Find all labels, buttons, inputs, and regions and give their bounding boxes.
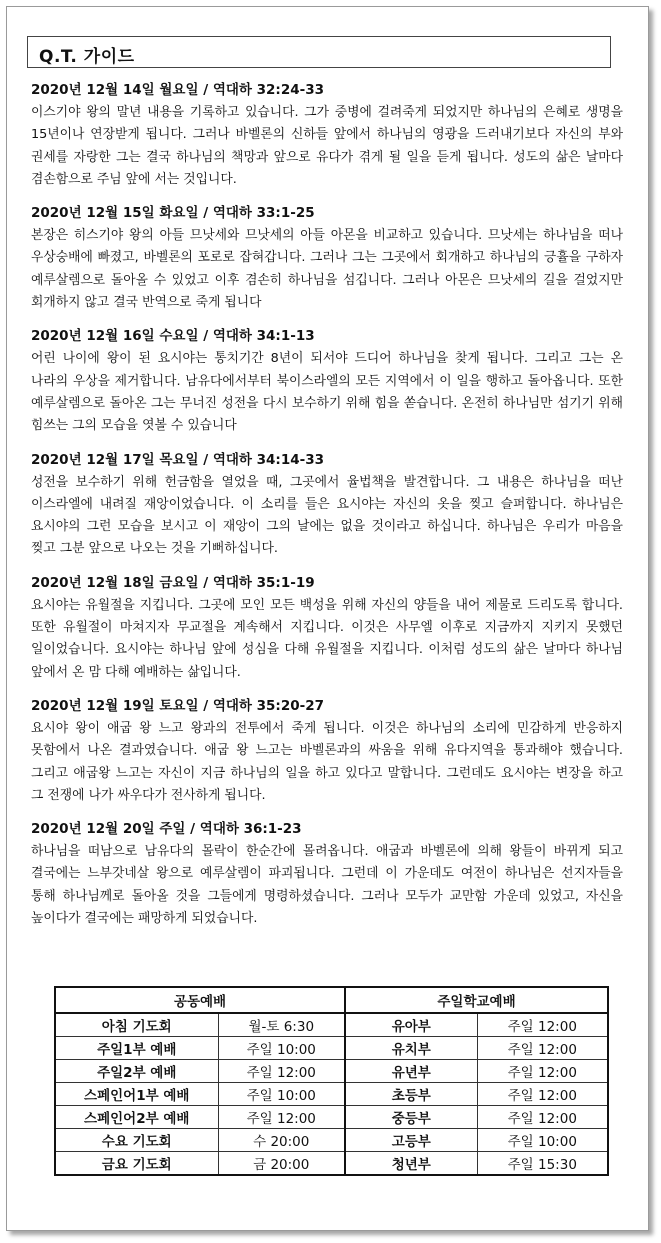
qt-entry-list xyxy=(31,79,623,941)
bulletin-page xyxy=(6,6,649,1231)
table-row xyxy=(55,1152,608,1176)
entry-body: 하나님을 떠남으로 남유다의 몰락이 한순간에 몰려옵니다. 애굽과 바벨론에 의해 왕들이 바뀌게 되고 결국에는 느부갓네살 왕으로 예루살렘이 파괴됩니다. 그런데 이 가운데도 여전이 하나님은 선지자들을 통해 하나님께로 돌아올 것을 그들에게 명령하셨습니다. 그러나 모두가 교만함 가운데 있었고, 자신을 높이다가 결국에는 패망하게 되었습니다. xyxy=(31,844,623,927)
qt-entry xyxy=(31,325,623,437)
service-time: 월-토 6:30 xyxy=(218,1013,345,1037)
service-name: 금요 기도회 xyxy=(55,1152,218,1176)
department-name: 고등부 xyxy=(345,1129,477,1152)
department-time: 주일 12:00 xyxy=(477,1083,608,1106)
service-name: 수요 기도회 xyxy=(55,1129,218,1152)
schedule-header-row xyxy=(55,987,608,1013)
service-time: 주일 12:00 xyxy=(218,1060,345,1083)
table-row xyxy=(55,1106,608,1129)
entry-body: 본장은 히스기야 왕의 아들 므낫세와 므낫세의 아들 아몬을 비교하고 있습니다. 므낫세는 하나님을 떠나 우상숭배에 빠졌고, 바벨론의 포로로 잡혀갑니다. 그러나 그는 그곳에서 회개하고 하나님의 긍휼을 구하자 예루살렘으로 돌아올 수 있었고 이후 겸손히 하나님을 섬깁니다. 그러나 아몬은 므낫세의 길을 걸었지만 회개하지 않고 결국 반역으로 죽게 됩니다 xyxy=(31,228,623,311)
qt-entry xyxy=(31,202,623,314)
department-name: 중등부 xyxy=(345,1106,477,1129)
sunday-school-header: 주일학교예배 xyxy=(345,987,608,1013)
department-time: 주일 12:00 xyxy=(477,1106,608,1129)
department-time: 주일 15:30 xyxy=(477,1152,608,1176)
section-title-box xyxy=(27,36,611,68)
service-time: 금 20:00 xyxy=(218,1152,345,1176)
department-time: 주일 12:00 xyxy=(477,1013,608,1037)
service-time: 주일 10:00 xyxy=(218,1037,345,1060)
table-row xyxy=(55,1013,608,1037)
department-time: 주일 12:00 xyxy=(477,1037,608,1060)
service-time: 주일 10:00 xyxy=(218,1083,345,1106)
entry-heading: 2020년 12월 16일 수요일 / 역대하 34:1-13 xyxy=(31,328,315,345)
entry-heading: 2020년 12월 19일 토요일 / 역대하 35:20-27 xyxy=(31,697,325,714)
service-name: 스페인어1부 예배 xyxy=(55,1083,218,1106)
department-name: 유년부 xyxy=(345,1060,477,1083)
service-name: 스페인어2부 예배 xyxy=(55,1106,218,1129)
service-name: 주일1부 예배 xyxy=(55,1037,218,1060)
common-worship-header: 공동예배 xyxy=(55,987,345,1013)
department-name: 초등부 xyxy=(345,1083,477,1106)
table-row xyxy=(55,1060,608,1083)
entry-body: 요시야 왕이 애굽 왕 느고 왕과의 전투에서 죽게 됩니다. 이것은 하나님의 소리에 민감하게 반응하지 못함에서 나온 결과였습니다. 애굽 왕 느고는 바벨론과의 싸움을 위해 유다지역을 통과해야 했습니다. 그리고 애굽왕 느고는 자신이 지금 하나님의 일을 하고 있다고 말합니다. 그런데도 요시야는 변장을 하고 그 전쟁에 나가 싸우다가 전사하게 됩니다. xyxy=(31,720,623,803)
entry-heading: 2020년 12월 15일 화요일 / 역대하 33:1-25 xyxy=(31,205,315,222)
table-row xyxy=(55,1083,608,1106)
qt-entry xyxy=(31,695,623,807)
entry-body: 어린 나이에 왕이 된 요시야는 통치기간 8년이 되서야 드디어 하나님을 찾게 됩니다. 그리고 그는 온 나라의 우상을 제거합니다. 남유다에서부터 북이스라엘의 모든 지역에서 이 일을 행하고 돌아옵니다. 또한 예루살렘으로 돌아온 그는 무너진 성전을 다시 보수하기 위해 힘을 쏟습니다. 온전히 하나님만 섬기기 위해 힘쓰는 그의 모습을 엿볼 수 있습니다 xyxy=(31,351,623,434)
department-name: 유치부 xyxy=(345,1037,477,1060)
worship-schedule-table xyxy=(54,986,609,1176)
department-name: 청년부 xyxy=(345,1152,477,1176)
qt-entry xyxy=(31,572,623,684)
table-row xyxy=(55,1129,608,1152)
entry-heading: 2020년 12월 20일 주일 / 역대하 36:1-23 xyxy=(31,821,302,838)
qt-entry xyxy=(31,818,623,930)
entry-body: 성전을 보수하기 위해 헌금함을 열었을 때, 그곳에서 율법책을 발견합니다. 그 내용은 하나님을 떠난 이스라엘에 내려질 재앙이었습니다. 이 소리를 들은 요시야는 자신의 옷을 찢고 슬퍼합니다. 하나님은 요시야의 그런 모습을 보시고 이 재앙이 그의 날에는 없을 것이라고 하십니다. 하나님은 우리가 마음을 찢고 그분 앞으로 나오는 것을 기뻐하십니다. xyxy=(31,474,623,557)
department-time: 주일 10:00 xyxy=(477,1129,608,1152)
entry-body: 요시야는 유월절을 지킵니다. 그곳에 모인 모든 백성을 위해 자신의 양들을 내어 제물로 드리도록 합니다. 또한 유월절이 마쳐지자 무교절을 계속해서 지킵니다. 이것은 사무엘 이후로 지금까지 지키지 못했던 일이었습니다. 요시야는 하나님 앞에 성심을 다해 유월절을 지킵니다. 이처럼 성도의 삶은 날마다 하나님 앞에서 온 맘 다해 예배하는 삶입니다. xyxy=(31,597,623,680)
entry-heading: 2020년 12월 17일 목요일 / 역대하 34:14-33 xyxy=(31,451,325,468)
service-time: 수 20:00 xyxy=(218,1129,345,1152)
qt-entry xyxy=(31,79,623,191)
entry-heading: 2020년 12월 14일 월요일 / 역대하 32:24-33 xyxy=(31,82,325,98)
entry-heading: 2020년 12월 18일 금요일 / 역대하 35:1-19 xyxy=(31,574,315,591)
qt-entry xyxy=(31,449,623,561)
service-time: 주일 12:00 xyxy=(218,1106,345,1129)
service-name: 주일2부 예배 xyxy=(55,1060,218,1083)
service-name: 아침 기도회 xyxy=(55,1013,218,1037)
page-title: Q.T. 가이드 xyxy=(39,47,135,67)
department-name: 유아부 xyxy=(345,1013,477,1037)
entry-body: 이스기야 왕의 말년 내용을 기록하고 있습니다. 그가 중병에 걸려죽게 되었지만 하나님의 은혜로 생명을 15년이나 연장받게 됩니다. 그러나 바벨론의 신하들 앞에서 하나님의 영광을 드러내기보다 자신의 부와 권세를 자랑한 그는 결국 하나님의 책망과 앞으로 유다가 겪게 될 일을 듣게 됩니다. 성도의 삶은 날마다 겸손함으로 주님 앞에 서는 것입니다. xyxy=(31,105,623,187)
table-row xyxy=(55,1037,608,1060)
department-time: 주일 12:00 xyxy=(477,1060,608,1083)
